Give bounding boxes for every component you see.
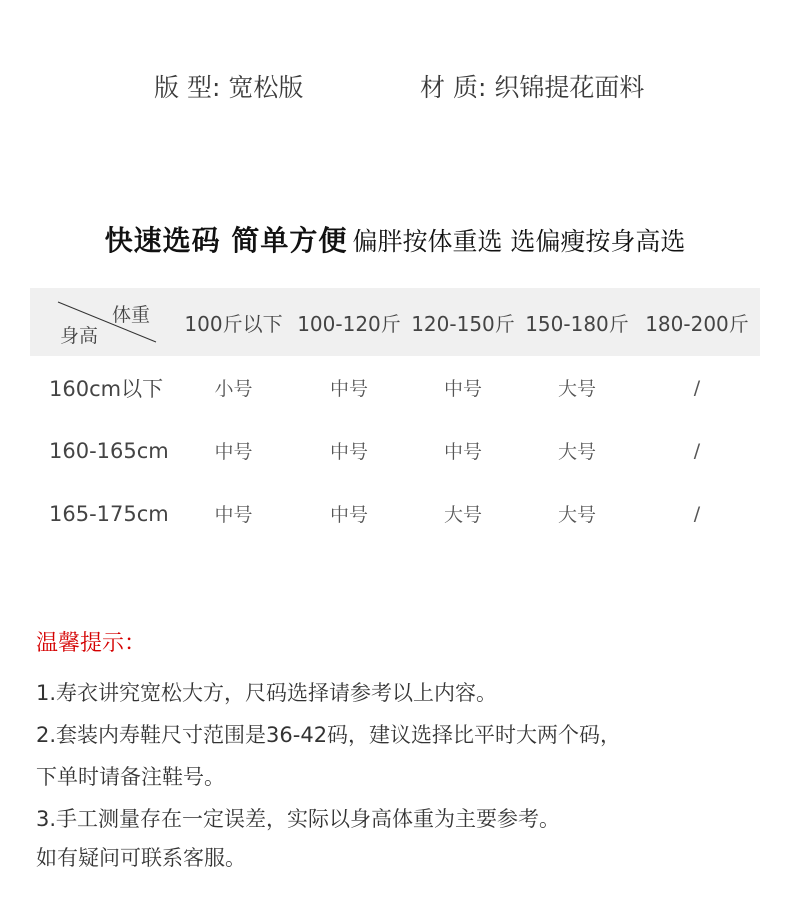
corner-header	[30, 288, 175, 356]
size-cell: /	[693, 439, 701, 462]
size-chart-table	[30, 288, 760, 545]
height-cell: 160cm以下	[49, 376, 164, 401]
size-cell: 中号	[329, 504, 368, 526]
size-cell: 中号	[214, 504, 253, 526]
tip-line: 3.手工测量存在一定误差，实际以身高体重为主要参考。	[36, 807, 561, 831]
corner-weight-label: 体重	[112, 304, 151, 326]
size-cell: 中号	[443, 378, 482, 400]
material-spec: 材 质: 织锦提花面料	[420, 73, 645, 102]
size-cell: 大号	[443, 504, 482, 526]
size-guide-headline	[0, 218, 790, 268]
weight-column-header: 100-120斤	[297, 311, 401, 336]
table-row	[30, 419, 760, 482]
tip-line: 下单时请备注鞋号。	[36, 765, 225, 789]
height-cell: 160-165cm	[49, 438, 169, 463]
weight-column-header: 100斤以下	[184, 311, 283, 336]
headline-normal: 偏胖按体重选 选偏瘦按身高选	[352, 227, 686, 256]
size-cell: 中号	[214, 441, 253, 463]
size-cell: /	[693, 376, 701, 399]
tips-title: 温馨提示：	[36, 631, 147, 656]
size-cell: 大号	[557, 378, 596, 400]
size-cell: /	[693, 502, 701, 525]
tips-section	[36, 624, 776, 876]
headline-bold: 快速选码 简单方便	[104, 224, 348, 257]
weight-column-header: 150-180斤	[525, 311, 629, 336]
size-cell: 中号	[329, 441, 368, 463]
size-cell: 大号	[557, 441, 596, 463]
weight-column-header: 180-200斤	[645, 311, 749, 336]
size-cell: 大号	[557, 504, 596, 526]
product-specs	[0, 68, 790, 108]
size-cell: 小号	[214, 378, 253, 400]
size-cell: 中号	[443, 441, 482, 463]
height-cell: 165-175cm	[49, 501, 169, 526]
table-row	[30, 482, 760, 545]
weight-column-header: 120-150斤	[411, 311, 515, 336]
tip-line: 2.套装内寿鞋尺寸范围是36-42码，建议选择比平时大两个码，	[36, 723, 622, 747]
table-row	[30, 356, 760, 419]
tip-line: 1.寿衣讲究宽松大方，尺码选择请参考以上内容。	[36, 681, 498, 705]
contact-line: 如有疑问可联系客服。	[36, 846, 246, 870]
size-cell: 中号	[329, 378, 368, 400]
table-header-row	[30, 288, 760, 356]
fit-spec: 版 型: 宽松版	[154, 73, 304, 102]
corner-height-label: 身高	[60, 325, 99, 347]
